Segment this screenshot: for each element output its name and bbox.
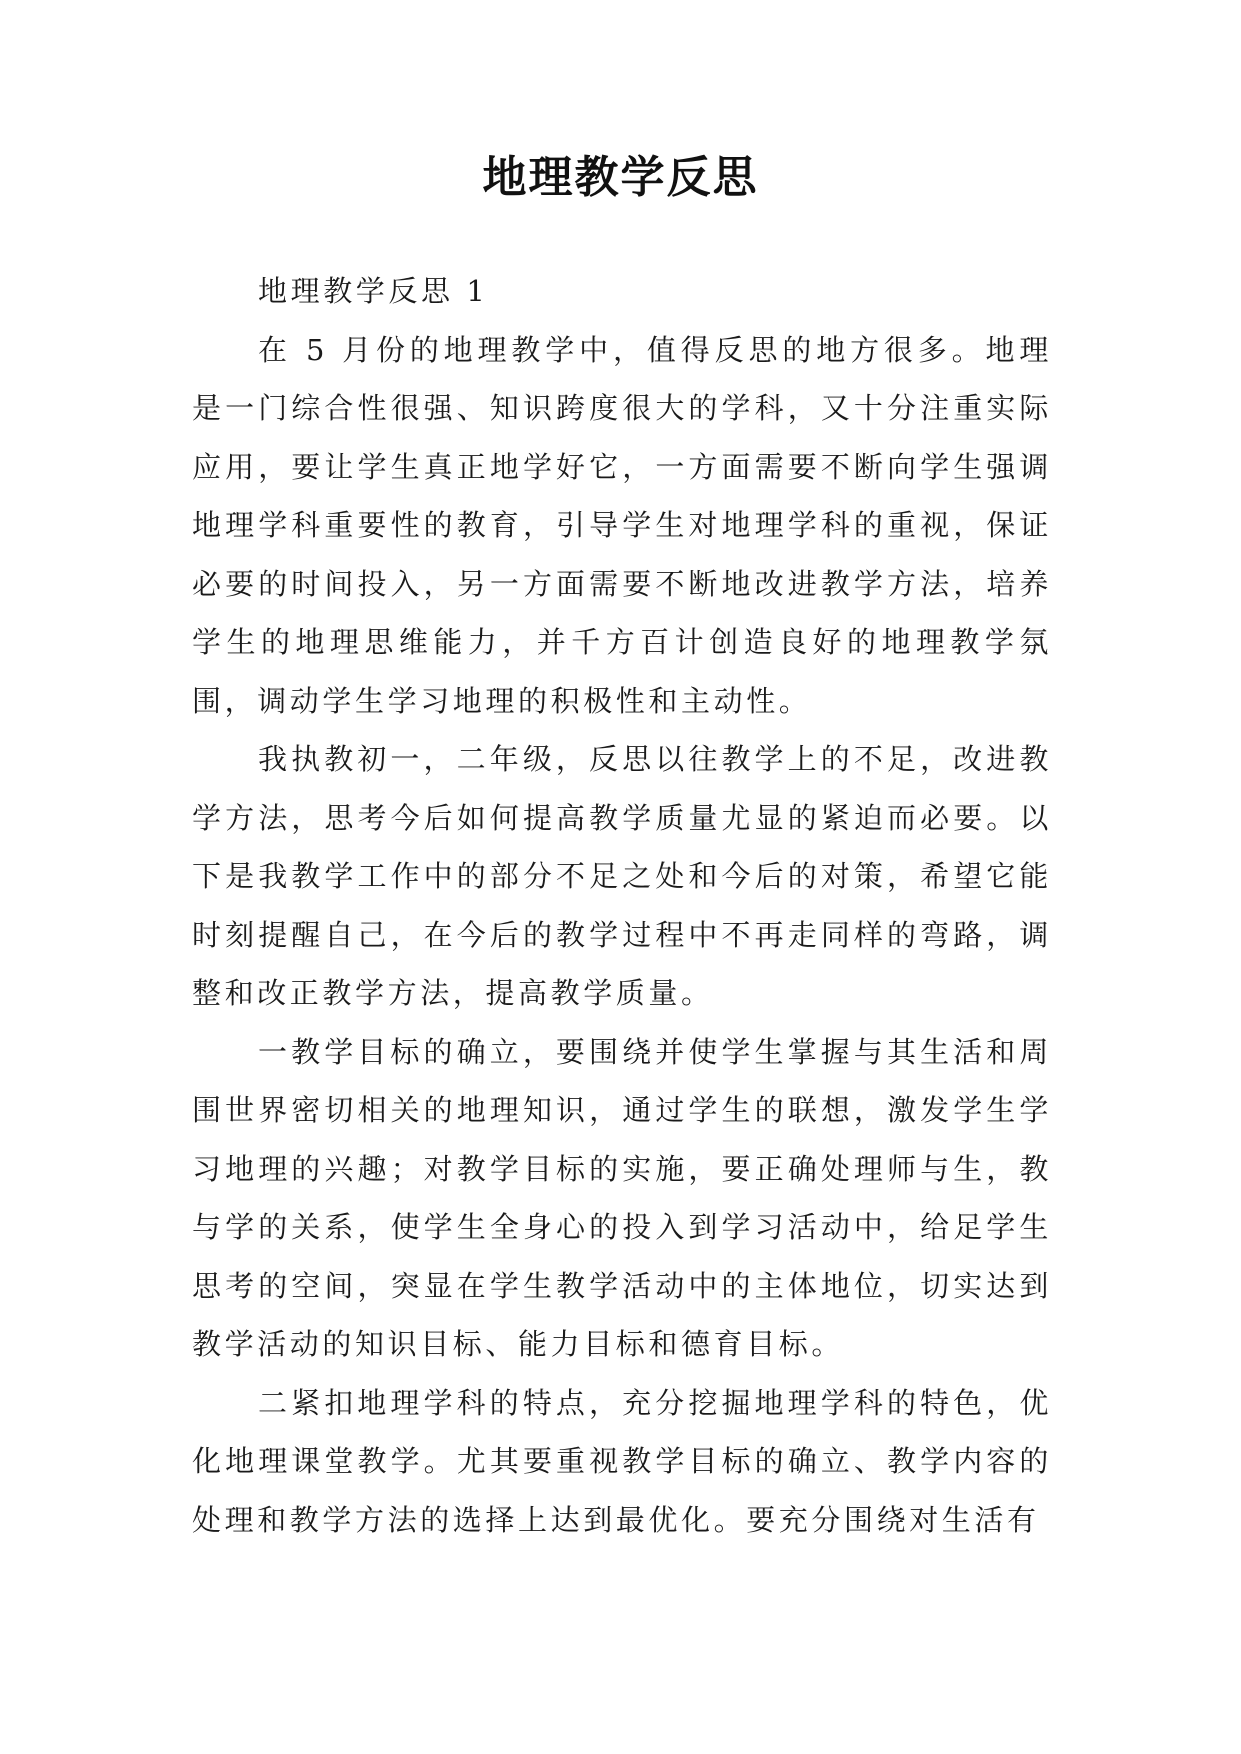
paragraph-4: 二紧扣地理学科的特点，充分挖掘地理学科的特色，优化地理课堂教学。尤其要重视教学目标的确立、教学内容的处理和教学方法的选择上达到最优化。要充分围绕对生活有 — [192, 1385, 1052, 1537]
document-title: 地理教学反思 — [482, 152, 759, 203]
section-heading: 地理教学反思 1 — [258, 274, 489, 308]
paragraph-3: 一教学目标的确立，要围绕并使学生掌握与其生活和周围世界密切相关的地理知识，通过学生的联想，激发学生学习地理的兴趣；对教学目标的实施，要正确处理师与生，教与学的关系，使学生全身心的投入到学习活动中，给足学生思考的空间，突显在学生教学活动中的主体地位，切实达到教学活动的知识目标、能力目标和德育目标。 — [192, 1034, 1052, 1361]
document-body — [192, 262, 1052, 1549]
paragraph-2: 我执教初一，二年级，反思以往教学上的不足，改进教学方法，思考今后如何提高教学质量尤显的紧迫而必要。以下是我教学工作中的部分不足之处和今后的对策，希望它能时刻提醒自己，在今后的教学过程中不再走同样的弯路，调整和改正教学方法，提高教学质量。 — [192, 742, 1052, 1010]
paragraph-1: 在 5 月份的地理教学中，值得反思的地方很多。地理是一门综合性很强、知识跨度很大的学科，又十分注重实际应用，要让学生真正地学好它，一方面需要不断向学生强调地理学科重要性的教育，引导学生对地理学科的重视，保证必要的时间投入，另一方面需要不断地改进教学方法，培养学生的地理思维能力，并千方百计创造良好的地理教学氛围，调动学生学习地理的积极性和主动性。 — [192, 332, 1052, 718]
